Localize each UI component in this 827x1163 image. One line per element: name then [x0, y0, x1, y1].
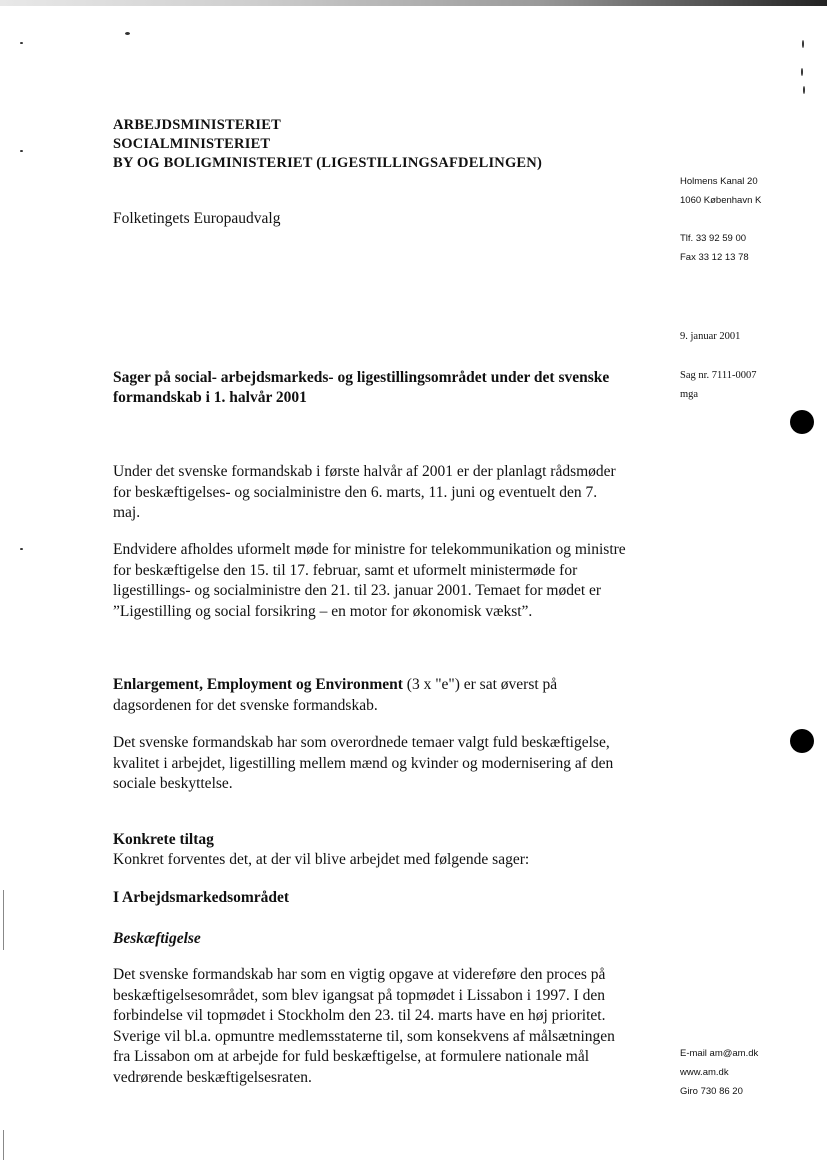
scan-speck: [125, 32, 130, 35]
initials: mga: [680, 389, 699, 400]
fax: Fax 33 12 13 78: [680, 252, 749, 263]
address-line: 1060 København K: [680, 195, 762, 206]
document-title: Sager på social- arbejdsmarkeds- og ligestillingsområdet under det svenske formandskab i 1. halvår 2001: [113, 369, 610, 406]
date-text: 9. januar 2001: [680, 331, 741, 342]
punch-hole: [790, 729, 814, 753]
website: www.am.dk: [680, 1067, 729, 1078]
sender-line: ARBEJDSMINISTERIET: [113, 117, 281, 133]
scan-speck: [20, 42, 23, 44]
scan-speck: [802, 40, 804, 48]
section-heading: Konkrete tiltag: [113, 831, 214, 848]
paragraph: Endvidere afholdes uformelt møde for ministre for telekommunikation og ministre for beskæftigelse den 15. til 17. februar, samt et uformelt ministermøde for ligestillings- og socialministre den 21. til 23. januar 2001. Temaet for mødet er ”Ligestilling og social forsikring – en motor for økonomisk vækst”.: [113, 541, 626, 620]
phone: Tlf. 33 92 59 00: [680, 233, 747, 244]
paragraph-bold-lead: Enlargement, Employment og Environment: [113, 676, 403, 693]
date: [680, 327, 740, 346]
paragraph: Under det svenske formandskab i første halvår af 2001 er der planlagt rådsmøder for beskæftigelses- og socialministre den 6. marts, 11. juni og eventuelt den 7. maj.: [113, 463, 616, 521]
giro: Giro 730 86 20: [680, 1086, 743, 1097]
paragraph: Det svenske formandskab har som en vigtig opgave at videreføre den proces på beskæftigelsesområdet, som blev igangsat på topmødet i Lissabon i 1997. I den forbindelse vil topmødet i Stockholm den 23. til 24. marts have en høj prioritet. Sverige vil bl.a. opmuntre medlemsstaterne til, som konsekvens af målsætningen fra Lissabon om at arbejde for fuld beskæftigelse, at formulere nationale mål vedrørende beskæftigelsesraten.: [113, 966, 615, 1086]
subsection-heading: Beskæftigelse: [113, 930, 201, 947]
punch-hole: [790, 410, 814, 434]
address-line: Holmens Kanal 20: [680, 176, 758, 187]
scan-speck: [20, 150, 23, 152]
scan-left-edge: [3, 1130, 4, 1160]
case-block: [680, 366, 757, 404]
sender-line: SOCIALMINISTERIET: [113, 136, 271, 152]
address-block: [680, 172, 761, 210]
paragraph-text: (3 x "e") er sat øverst på dagsordenen for det svenske formandskab.: [113, 676, 558, 714]
section-heading: I Arbejdsmarkedsområdet: [113, 889, 290, 906]
paragraph: Konkret forventes det, at der vil blive arbejdet med følgende sager:: [113, 851, 530, 868]
paragraph: [113, 675, 628, 716]
email: E-mail am@am.dk: [680, 1048, 759, 1059]
scan-top-edge: [0, 0, 827, 6]
sender-block: [113, 116, 542, 173]
contact-block: [680, 229, 749, 267]
scan-speck: [20, 548, 23, 550]
recipient: Folketingets Europaudvalg: [113, 210, 281, 227]
scan-speck: [803, 86, 805, 94]
case-number: Sag nr. 7111-0007: [680, 370, 757, 381]
footer-contact: [680, 1044, 758, 1101]
sender-line: BY OG BOLIGMINISTERIET (LIGESTILLINGSAFDELINGEN): [113, 155, 543, 171]
scan-left-edge: [3, 890, 4, 950]
scan-speck: [801, 68, 803, 76]
paragraph: Det svenske formandskab har som overordnede temaer valgt fuld beskæftigelse, kvalitet i arbejdet, ligestilling mellem mænd og kvinder og modernisering af den sociale beskyttelse.: [113, 734, 614, 792]
